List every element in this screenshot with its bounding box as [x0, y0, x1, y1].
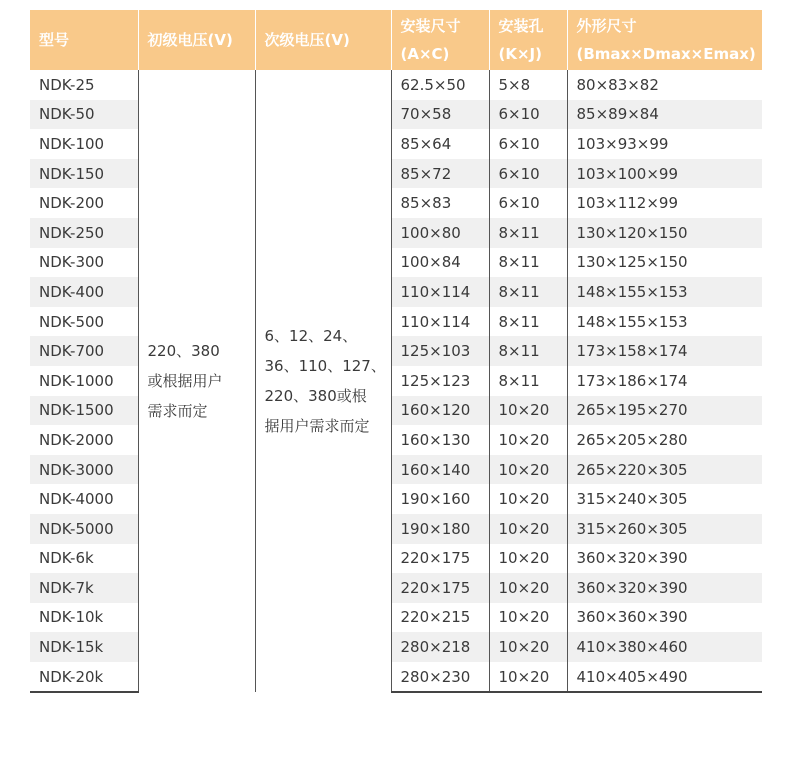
cell-mount-hole: 6×10: [489, 159, 567, 189]
cell-mount-hole: 10×20: [489, 425, 567, 455]
cell-model: NDK-1000: [39, 371, 114, 390]
cell-outer-size: 103×100×99: [567, 159, 762, 189]
cell-mount-hole: 10×20: [489, 662, 567, 693]
cell-mount-size: 62.5×50: [391, 70, 489, 100]
cell-outer-size: 80×83×82: [567, 70, 762, 100]
cell-mount-size: 110×114: [391, 277, 489, 307]
secondary-voltage-line: 220、380或根: [264, 387, 367, 406]
cell-mount-hole: 6×10: [489, 188, 567, 218]
cell-model: NDK-20k: [30, 662, 138, 693]
primary-voltage-line: 或根据用户: [147, 372, 223, 391]
primary-voltage-line: 220、380: [147, 342, 220, 361]
cell-model: NDK-15k: [30, 632, 138, 662]
header-secondary-voltage: 次级电压(V): [255, 10, 391, 70]
cell-model: NDK-1500: [30, 396, 138, 426]
cell-outer-size: 315×260×305: [567, 514, 762, 544]
cell-mount-size: 100×84: [391, 248, 489, 278]
cell-mount-hole: 8×11: [489, 307, 567, 337]
cell-mount-hole: 10×20: [489, 484, 567, 514]
cell-outer-size: 410×380×460: [567, 632, 762, 662]
cell-mount-hole: 10×20: [489, 573, 567, 603]
cell-mount-size: 160×120: [391, 396, 489, 426]
cell-outer-size: 173×158×174: [567, 336, 762, 366]
cell-mount-size: 190×180: [391, 514, 489, 544]
cell-model: NDK-25: [39, 75, 95, 94]
cell-mount-size: 160×130: [391, 425, 489, 455]
header-mount-size: 安装尺寸 (A×C): [391, 10, 489, 70]
cell-outer-size: 103×112×99: [567, 188, 762, 218]
cell-model: NDK-3000: [30, 455, 138, 485]
cell-mount-size: 125×103: [391, 336, 489, 366]
cell-mount-size: 220×215: [391, 603, 489, 633]
secondary-voltage-line: 36、110、127、: [264, 357, 386, 376]
cell-mount-hole: 8×11: [489, 277, 567, 307]
cell-mount-size: 125×123: [391, 366, 489, 396]
cell-mount-size: 85×83: [391, 188, 489, 218]
cell-outer-size: 148×155×153: [567, 307, 762, 337]
cell-mount-hole: 8×11: [489, 248, 567, 278]
cell-outer-size: 265×205×280: [567, 425, 762, 455]
cell-mount-hole: 10×20: [489, 544, 567, 574]
cell-outer-size: 130×125×150: [567, 248, 762, 278]
cell-model: NDK-500: [39, 312, 105, 331]
header-mount-hole: 安装孔 (K×J): [489, 10, 567, 70]
cell-mount-hole: 8×11: [489, 218, 567, 248]
spec-table: [30, 10, 762, 693]
cell-outer-size: 265×195×270: [567, 396, 762, 426]
cell-mount-hole: 5×8: [489, 70, 567, 100]
cell-outer-size: 360×360×390: [567, 603, 762, 633]
cell-mount-size: 85×64: [391, 129, 489, 159]
cell-secondary-voltage: [255, 70, 391, 692]
cell-mount-hole: 6×10: [489, 100, 567, 130]
cell-model: NDK-400: [30, 277, 138, 307]
secondary-voltage-line: 6、12、24、: [264, 327, 358, 346]
cell-outer-size: 103×93×99: [567, 129, 762, 159]
cell-mount-size: 190×160: [391, 484, 489, 514]
cell-mount-hole: 10×20: [489, 632, 567, 662]
cell-model: NDK-5000: [30, 514, 138, 544]
cell-mount-hole: 10×20: [489, 455, 567, 485]
cell-primary-voltage: [138, 70, 255, 692]
header-primary-voltage: 初级电压(V): [138, 10, 255, 70]
header-model: 型号: [30, 10, 138, 70]
cell-model: NDK-250: [30, 218, 138, 248]
cell-mount-size: 160×140: [391, 455, 489, 485]
cell-model: NDK-6k: [39, 549, 94, 568]
cell-mount-hole: 10×20: [489, 603, 567, 633]
cell-mount-hole: 8×11: [489, 336, 567, 366]
cell-model: NDK-7k: [30, 573, 138, 603]
header-row: [30, 10, 762, 70]
table-row: [30, 70, 762, 100]
cell-mount-size: 280×230: [391, 662, 489, 693]
cell-model: NDK-10k: [39, 608, 104, 627]
cell-model: NDK-4000: [39, 490, 114, 509]
cell-model: NDK-700: [30, 336, 138, 366]
header-outer-size: 外形尺寸 (Bmax×Dmax×Emax): [567, 10, 762, 70]
secondary-voltage-line: 据用户需求而定: [264, 417, 370, 436]
cell-outer-size: 265×220×305: [567, 455, 762, 485]
cell-mount-size: 85×72: [391, 159, 489, 189]
cell-mount-hole: 8×11: [489, 366, 567, 396]
cell-model: NDK-200: [39, 194, 105, 213]
cell-mount-hole: 10×20: [489, 396, 567, 426]
cell-mount-hole: 10×20: [489, 514, 567, 544]
cell-mount-size: 100×80: [391, 218, 489, 248]
cell-mount-size: 280×218: [391, 632, 489, 662]
cell-model: NDK-50: [30, 100, 138, 130]
cell-mount-size: 70×58: [391, 100, 489, 130]
cell-outer-size: 360×320×390: [567, 573, 762, 603]
cell-model: NDK-300: [39, 253, 105, 272]
cell-outer-size: 315×240×305: [567, 484, 762, 514]
cell-model: NDK-150: [30, 159, 138, 189]
cell-model: NDK-2000: [39, 430, 114, 449]
cell-mount-size: 220×175: [391, 544, 489, 574]
cell-model: NDK-100: [39, 134, 105, 153]
cell-outer-size: 85×89×84: [567, 100, 762, 130]
table-body: [30, 70, 762, 692]
cell-mount-size: 220×175: [391, 573, 489, 603]
cell-outer-size: 130×120×150: [567, 218, 762, 248]
cell-mount-size: 110×114: [391, 307, 489, 337]
cell-outer-size: 360×320×390: [567, 544, 762, 574]
cell-outer-size: 148×155×153: [567, 277, 762, 307]
cell-outer-size: 173×186×174: [567, 366, 762, 396]
cell-mount-hole: 6×10: [489, 129, 567, 159]
table-header: [30, 10, 762, 70]
cell-outer-size: 410×405×490: [567, 662, 762, 693]
primary-voltage-line: 需求而定: [147, 402, 208, 421]
